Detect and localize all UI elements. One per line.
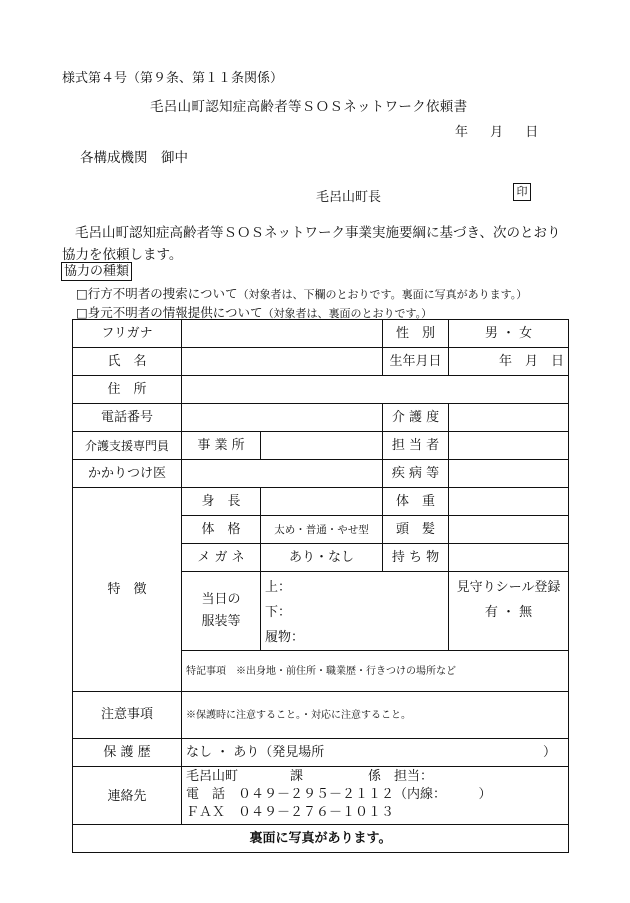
person-in-charge-field[interactable] — [449, 432, 569, 460]
contact-line-fax: ＦＡＸ ０４９－２７６－１０１３ — [186, 805, 395, 820]
form-reference: 様式第４号（第９条、第１１条関係） — [62, 71, 284, 86]
weight-field[interactable] — [449, 488, 569, 516]
doctor-label: かかりつけ医 — [73, 460, 182, 488]
phone-field[interactable] — [182, 404, 383, 432]
contact-line-phone: 電 話 ０４９－２９５－２１１２（内線： ） — [186, 787, 492, 802]
build-label: 体 格 — [182, 516, 261, 544]
hair-field[interactable] — [449, 516, 569, 544]
name-field[interactable] — [182, 348, 383, 376]
gender-label: 性 別 — [383, 320, 449, 348]
option-missing-search-label: □行方不明者の捜索について — [76, 286, 238, 301]
sticker-value: 有 ・ 無 — [484, 605, 533, 620]
photo-on-back-notice: 裏面に写真があります。 — [73, 825, 569, 853]
document-title: 毛呂山町認知症高齢者等ＳＯＳネットワーク依頼書 — [150, 99, 468, 115]
clothing-label — [182, 572, 261, 651]
office-field[interactable] — [261, 432, 383, 460]
clothing-field[interactable] — [261, 572, 449, 651]
sticker-label: 見守りシール登録 — [456, 580, 561, 595]
contact-label: 連絡先 — [73, 767, 182, 825]
option-missing-search[interactable] — [76, 284, 527, 302]
height-label: 身 長 — [182, 488, 261, 516]
option-unidentified-info-note: （対象者は、裏面のとおりです。） — [262, 307, 433, 320]
date-line: 年 月 日 — [455, 125, 539, 140]
features-label: 特 徴 — [73, 488, 182, 692]
option-unidentified-info-label: □身元不明者の情報提供について — [76, 305, 263, 320]
option-missing-search-note: （対象者は、下欄のとおりです。裏面に写真があります。） — [237, 288, 528, 301]
special-notes-label: 特記事項 ※出身地・前住所・職業歴・行きつけの場所など — [186, 665, 456, 677]
cooperation-kind-label: 協力の種類 — [61, 262, 132, 281]
address-field[interactable] — [182, 376, 569, 404]
disease-label: 疾 病 等 — [383, 460, 449, 488]
disease-field[interactable] — [449, 460, 569, 488]
doctor-field[interactable] — [182, 460, 383, 488]
clothing-label-line2: 服装等 — [201, 614, 241, 629]
caution-note: ※保護時に注意すること。・対応に注意すること。 — [186, 709, 411, 721]
build-options[interactable]: 太め・普通・やせ型 — [261, 516, 383, 544]
furigana-field[interactable] — [182, 320, 383, 348]
gender-field[interactable]: 男 ・ 女 — [449, 320, 569, 348]
request-text: 毛呂山町認知症高齢者等ＳＯＳネットワーク事業実施要綱に基づき、次のとおり協力を依頼します。 — [62, 225, 561, 263]
phone-label: 電話番号 — [73, 404, 182, 432]
caution-label: 注意事項 — [73, 692, 182, 739]
contact-field — [182, 767, 569, 825]
request-form-table — [72, 319, 569, 853]
sender: 毛呂山町長 — [316, 190, 382, 205]
clothing-top: 上： — [265, 580, 292, 595]
weight-label: 体 重 — [383, 488, 449, 516]
office-label: 事 業 所 — [182, 432, 261, 460]
care-level-field[interactable] — [449, 404, 569, 432]
dob-field[interactable]: 年 月 日 — [449, 348, 569, 376]
special-notes-field[interactable] — [182, 651, 569, 692]
addressee: 各構成機関 御中 — [80, 150, 188, 166]
care-level-label: 介 護 度 — [383, 404, 449, 432]
name-label: 氏 名 — [73, 348, 182, 376]
history-label: 保 護 歴 — [73, 739, 182, 767]
history-field[interactable] — [182, 739, 569, 767]
hair-label: 頭 髪 — [383, 516, 449, 544]
height-field[interactable] — [261, 488, 383, 516]
glasses-label: メ ガ ネ — [182, 544, 261, 572]
address-label: 住 所 — [73, 376, 182, 404]
furigana-label: フリガナ — [73, 320, 182, 348]
glasses-options[interactable]: あり・なし — [261, 544, 383, 572]
person-in-charge-label: 担 当 者 — [383, 432, 449, 460]
sticker-cell[interactable] — [449, 572, 569, 651]
seal-mark: 印 — [513, 183, 531, 201]
caution-field[interactable] — [182, 692, 569, 739]
care-manager-label: 介護支援専門員 — [73, 432, 182, 460]
history-value: なし ・ あり（発見場所 — [186, 744, 325, 760]
dob-label: 生年月日 — [383, 348, 449, 376]
clothing-bottom: 下： — [265, 605, 292, 620]
contact-line-dept: 毛呂山町 課 係 担当： — [186, 769, 434, 784]
belongings-label: 持 ち 物 — [383, 544, 449, 572]
belongings-field[interactable] — [449, 544, 569, 572]
history-close: ） — [542, 744, 556, 760]
clothing-label-line1: 当日の — [201, 592, 241, 607]
clothing-shoes: 履物： — [265, 630, 305, 645]
